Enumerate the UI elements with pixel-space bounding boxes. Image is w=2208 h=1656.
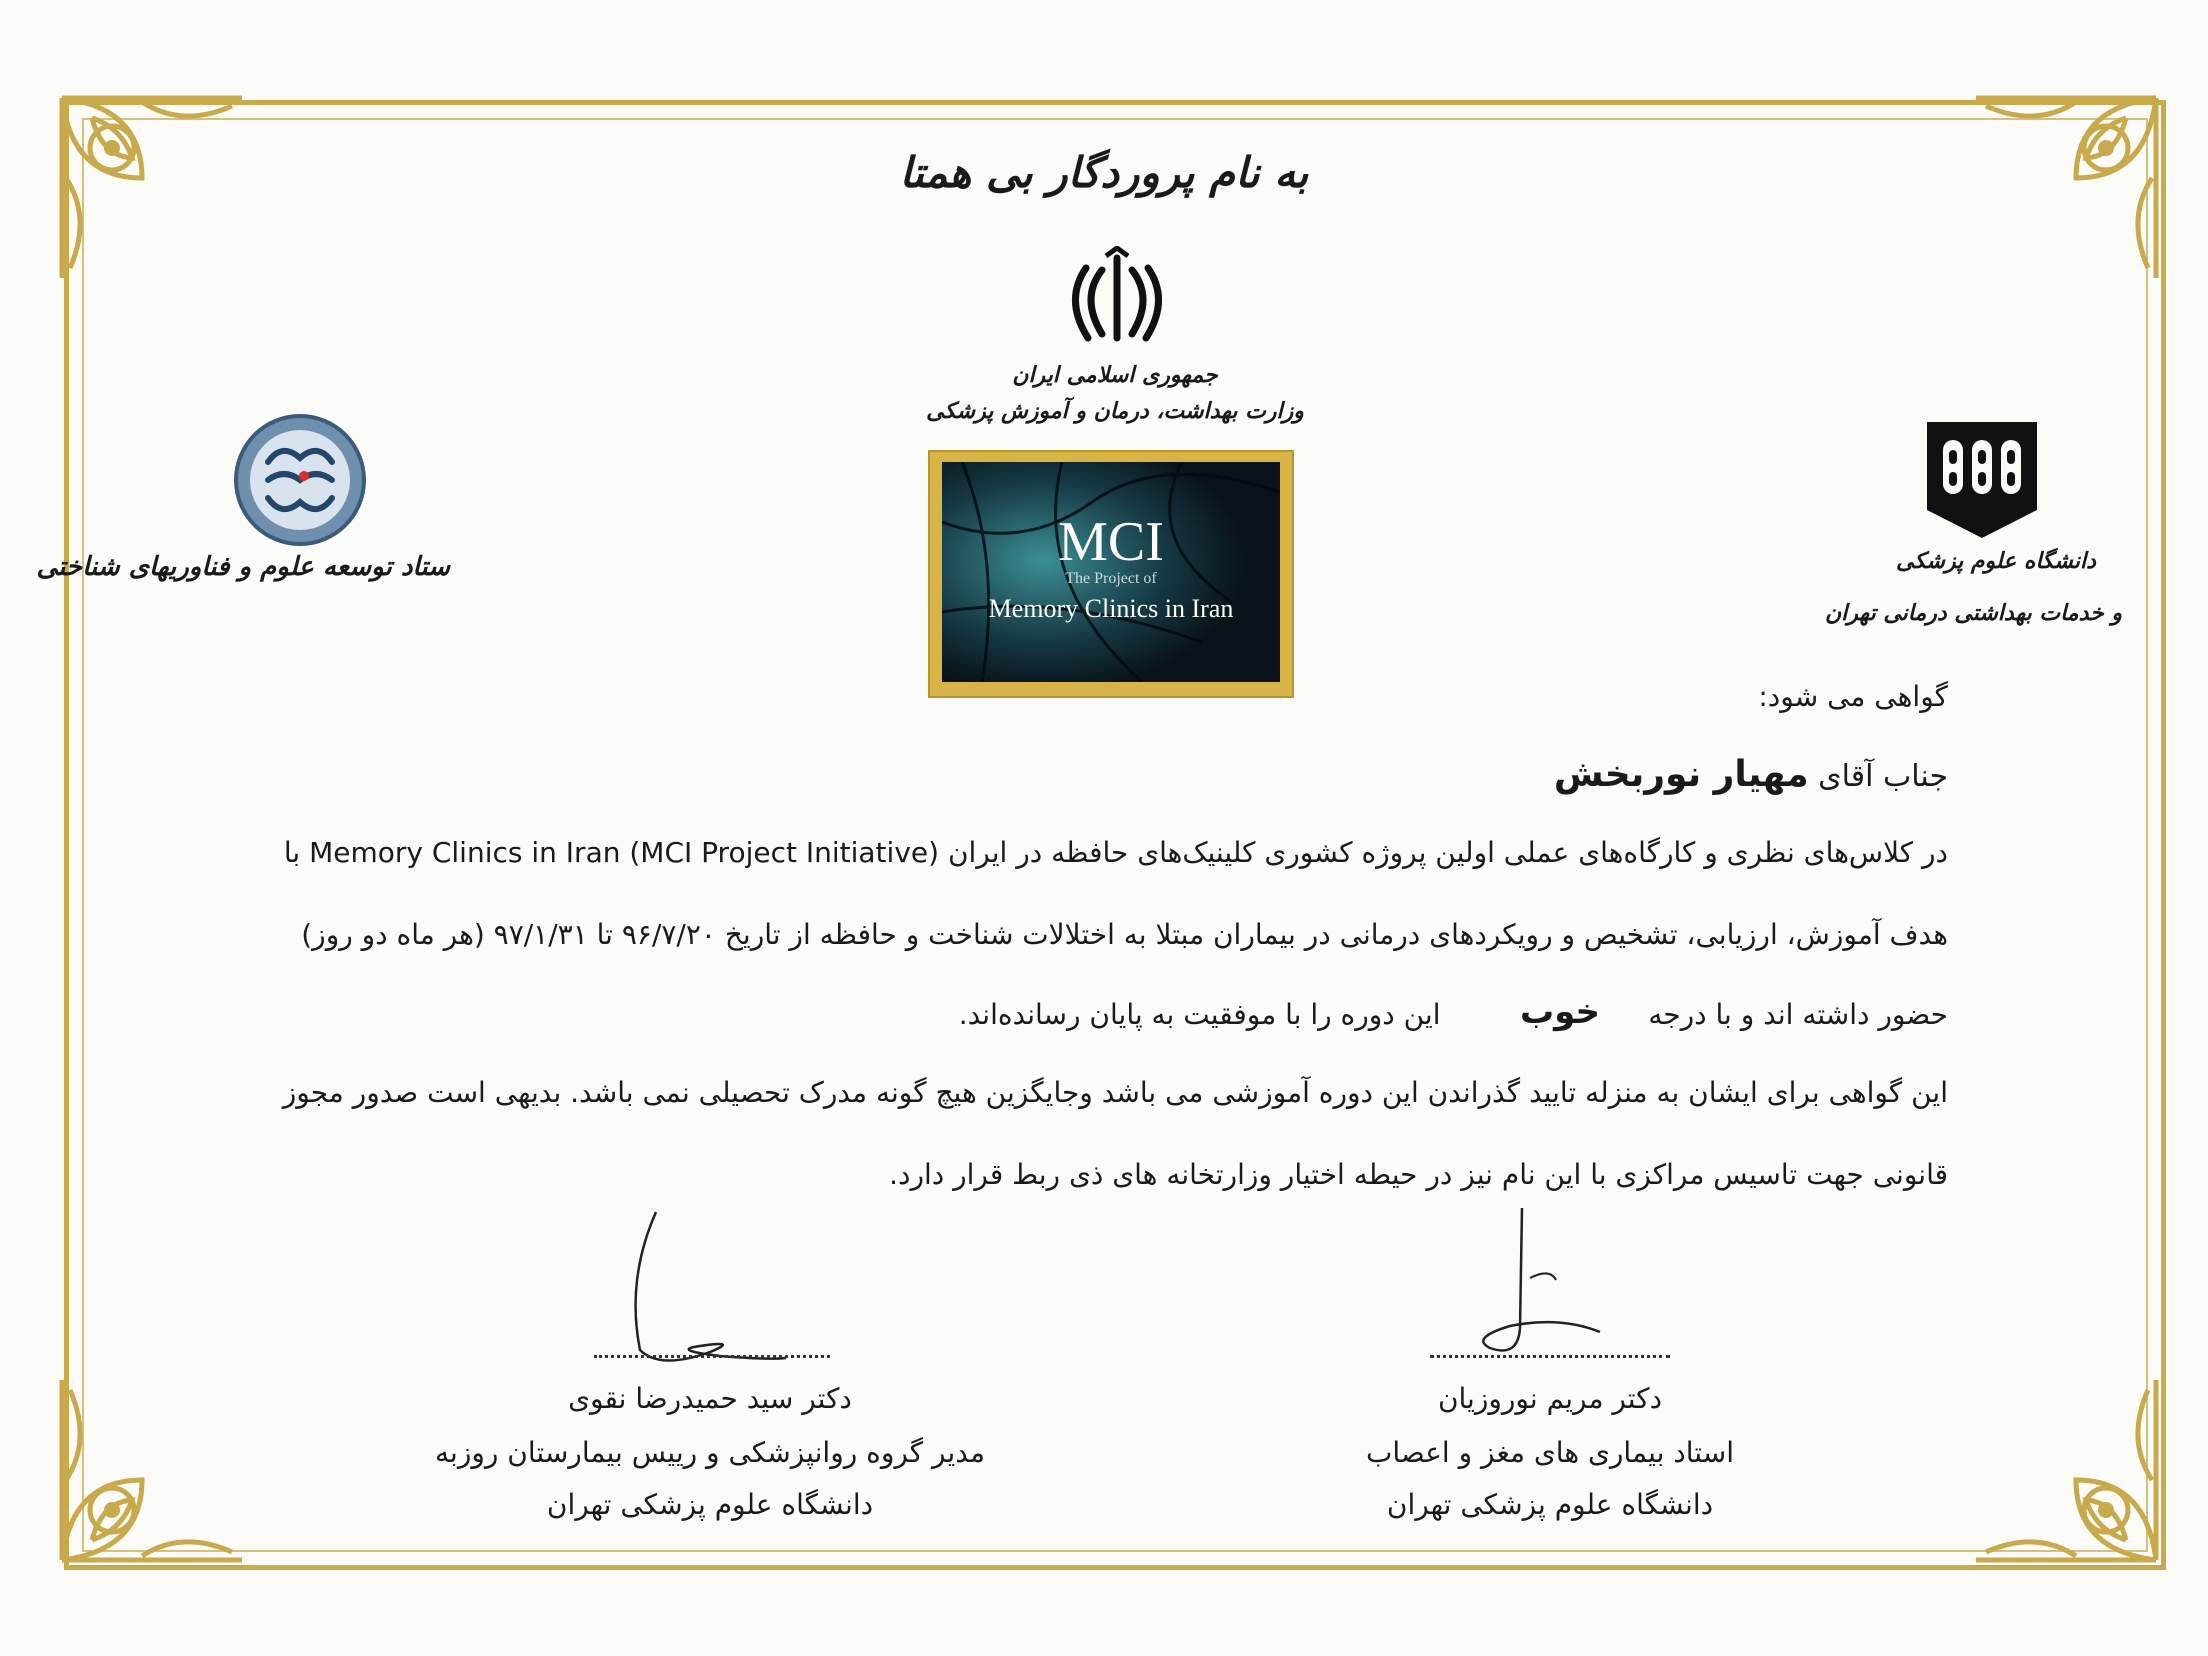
mci-logo-project-name: Memory Clinics in Iran [988, 594, 1234, 623]
grade-value: خوب [1520, 992, 1600, 1032]
right-signatory-university: دانشگاه علوم پزشکی تهران [1386, 1488, 1714, 1521]
body-line-1: در کلاس‌های نظری و کارگاه‌های عملی اولین پروژه کشوری کلینیک‌های حافظه در ایران Memory Clinics in Iran (MCI Project Initiative) با [283, 836, 1948, 869]
iran-emblem-icon [1062, 246, 1172, 352]
completion-text: این دوره را با موفقیت به پایان رسانده‌اند. [958, 998, 1441, 1031]
left-signatory-name: دکتر سید حمیدرضا نقوی [568, 1382, 852, 1415]
body-line-3 [959, 998, 1948, 1031]
right-signatory-title: استاد بیماری های مغز و اعصاب [1366, 1436, 1734, 1469]
right-signature [1460, 1208, 1610, 1388]
corner-ornament-bottom-right [1966, 1370, 2166, 1570]
recipient-name: مهیار نوربخش [1553, 754, 1809, 795]
right-signatory-name: دکتر مریم نوروزیان [1437, 1382, 1663, 1415]
salutation: جناب آقای [1818, 759, 1948, 794]
right-signature-line [1430, 1355, 1670, 1358]
certify-heading: گواهی می شود: [1758, 680, 1948, 713]
left-logo-caption: ستاد توسعه علوم و فناوریهای شناختی [36, 552, 450, 582]
emblem-caption-ministry: وزارت بهداشت، درمان و آموزش پزشکی [926, 398, 1304, 424]
mci-logo-title: MCI [1058, 511, 1164, 573]
left-signatory-title: مدیر گروه روانپزشکی و رییس بیمارستان روزبه [435, 1436, 985, 1469]
body-line-5: قانونی جهت تاسیس مراکزی با این نام نیز در حیطه اختیار وزارتخانه های ذی ربط قرار دارد. [889, 1158, 1948, 1191]
left-signature-line [594, 1355, 830, 1358]
invocation-text: به نام پروردگار بی همتا [899, 148, 1309, 197]
recipient-line [1554, 754, 1948, 795]
right-logo-caption-line1: دانشگاه علوم پزشکی [1896, 548, 2096, 574]
mci-logo-subtitle: The Project of [1065, 570, 1157, 587]
body-line-2: هدف آموزش، ارزیابی، تشخیص و رویکردهای درمانی در بیماران مبتلا به اختلالات شناخت و حافظه از تاریخ ۹۶/۷/۲۰ تا ۹۷/۱/۳۱ (هر ماه دو روز) [301, 918, 1948, 951]
tehran-university-logo [1923, 418, 2041, 542]
mci-logo [930, 452, 1292, 696]
cognitive-sciences-council-logo [232, 412, 368, 548]
attendance-text: حضور داشته اند و با درجه [1648, 998, 1948, 1031]
left-signatory-university: دانشگاه علوم پزشکی تهران [546, 1488, 874, 1521]
emblem-caption-country: جمهوری اسلامی ایران [1012, 362, 1218, 388]
corner-ornament-bottom-left [52, 1370, 252, 1570]
right-logo-caption-line2: و خدمات بهداشتی درمانی تهران [1825, 600, 2122, 626]
left-signature [620, 1210, 790, 1370]
body-line-4: این گواهی برای ایشان به منزله تایید گذراندن این دوره آموزشی می باشد وجایگزین هیچ گونه مدرک تحصیلی نمی باشد. بدیهی است صدور مجوز [282, 1076, 1948, 1109]
